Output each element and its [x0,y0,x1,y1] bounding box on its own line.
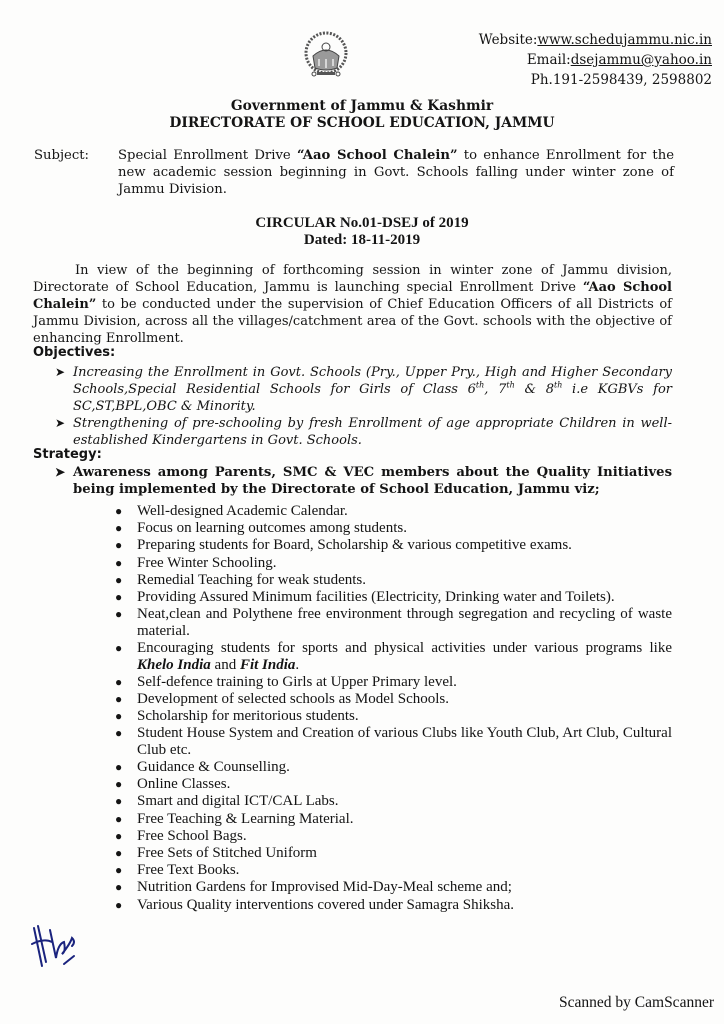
list-item: ● Scholarship for meritorious students. [115,708,359,725]
list-item: ● Nutrition Gardens for Improvised Mid-Day-Meal scheme and; [115,879,512,896]
list-item: ● Guidance & Counselling. [115,759,290,776]
list-item: ● Development of selected schools as Model Schools. [115,690,450,707]
bullet-icon: ● [115,521,123,536]
list-item: ● Providing Assured Minimum facilities (Electricity, Drinking water and Toilets). [115,588,615,605]
initiatives-list [115,503,672,914]
list-item: ● Student House System and Creation of various Clubs like Youth Club, Art Club, Cultural Club etc. [115,725,672,758]
drive-name: “Aao School Chalein” [296,148,458,163]
handwritten-signature-icon [28,922,88,972]
list-item: ● Free Text Books. [115,862,240,879]
bullet-icon: ● [115,828,123,843]
list-item: ● Smart and digital ICT/CAL Labs. [115,793,339,810]
objective-item: ➤ Strengthening of pre-schooling by fresh Enrollment of age appropriate Children in well-established Kindergartens in Govt. Schools. [55,416,672,448]
contact-block [479,30,712,90]
list-item: ● Encouraging students for sports and physical activities under various programs like Khelo India and Fit India. [115,639,672,673]
email-line [479,50,712,70]
bullet-icon: ● [115,880,123,895]
circular-date: Dated: 18-11-2019 [303,232,421,248]
list-item: ● Free Winter Schooling. [115,554,277,571]
objectives-list [55,364,672,449]
circular-heading [0,215,724,249]
bullet-icon: ● [115,538,123,553]
bullet-icon: ● [115,691,123,706]
objective-item: ➤ Increasing the Enrollment in Govt. Schools (Pry., Upper Pry., High and Higher Secondary Schools,Special Residential Schools for Girls of Class 6th, 7th & 8th i.e KGBVs for SC,ST,BPL,OBC & Minority. [55,365,672,414]
website-line [479,30,712,50]
bullet-icon: ● [115,555,123,570]
bullet-icon: ● [115,674,123,689]
directorate-title: DIRECTORATE OF SCHOOL EDUCATION, JAMMU [169,115,555,131]
intro-paragraph: In view of the beginning of forthcoming session in winter zone of Jammu division, Directorate of School Education, Jammu is launching special Enrollment Drive “Aao School Chalein” to be conducted under the supervision of Chief Education Officers of all Districts of Jammu Division, across all the villages/catchment area of the Govt. schools with the objective of enhancing Enrollment. [33,263,672,346]
email-label: Email: [526,52,571,68]
list-item: ● Remedial Teaching for weak students. [115,571,367,588]
jammu-kashmir-emblem-icon [303,30,349,78]
list-item: ● Free Teaching & Learning Material. [115,810,354,827]
list-item: ● Free School Bags. [115,827,247,844]
bullet-icon: ● [115,760,123,775]
bullet-icon: ● [115,794,123,809]
phone-line: Ph.191-2598439, 2598802 [530,72,712,88]
bullet-icon: ● [115,572,123,587]
website-label: Website: [478,32,538,48]
subject-text: Special Enrollment Drive “Aao School Chalein” to enhance Enrollment for the new academic session beginning in Govt. Schools falling under winter zone of Jammu Division. [118,148,674,197]
list-item: ● Online Classes. [115,776,231,793]
objectives-heading: Objectives: [33,345,116,360]
circular-number: CIRCULAR No.01-DSEJ of 2019 [255,215,469,231]
list-item: ● Focus on learning outcomes among students. [115,520,407,537]
subject-block [34,147,674,198]
arrow-bullet-icon: ➤ [55,416,66,430]
bullet-icon: ● [115,845,123,860]
strategy-heading: Strategy: [33,447,102,462]
email-link[interactable]: dsejammu@yahoo.in [570,52,712,68]
bullet-icon: ● [115,726,123,741]
bullet-icon: ● [115,504,123,518]
list-item: ● Self-defence training to Girls at Upper Primary level. [115,673,457,690]
list-item: ● Neat,clean and Polythene free environment through segregation and recycling of waste material. [115,606,672,639]
bullet-icon: ● [115,640,123,655]
bullet-icon: ● [115,811,123,826]
bullet-icon: ● [115,709,123,724]
strategy-lead: ➤ Awareness among Parents, SMC & VEC members about the Quality Initiatives being implemented by the Directorate of School Education, Jammu viz; [55,465,672,497]
list-item: ● Well-designed Academic Calendar. [115,503,348,519]
list-item: ● Various Quality interventions covered under Samagra Shiksha. [115,896,514,913]
list-item: ● Free Sets of Stitched Uniform [115,844,317,861]
bullet-icon: ● [115,863,123,878]
bullet-icon: ● [115,897,123,912]
bullet-icon: ● [115,589,123,604]
drive-name: “Aao School Chalein” [33,280,672,312]
subject-label: Subject: [34,148,89,163]
list-item: ● Preparing students for Board, Scholarship & various competitive exams. [115,537,572,554]
bullet-icon: ● [115,607,123,622]
scanner-watermark: Scanned by CamScanner [559,994,714,1011]
website-link[interactable]: www.schedujammu.nic.in [537,32,712,48]
arrow-bullet-icon: ➤ [55,465,66,479]
government-title: Government of Jammu & Kashmir [230,98,494,114]
bullet-icon: ● [115,777,123,792]
arrow-bullet-icon: ➤ [55,365,66,379]
